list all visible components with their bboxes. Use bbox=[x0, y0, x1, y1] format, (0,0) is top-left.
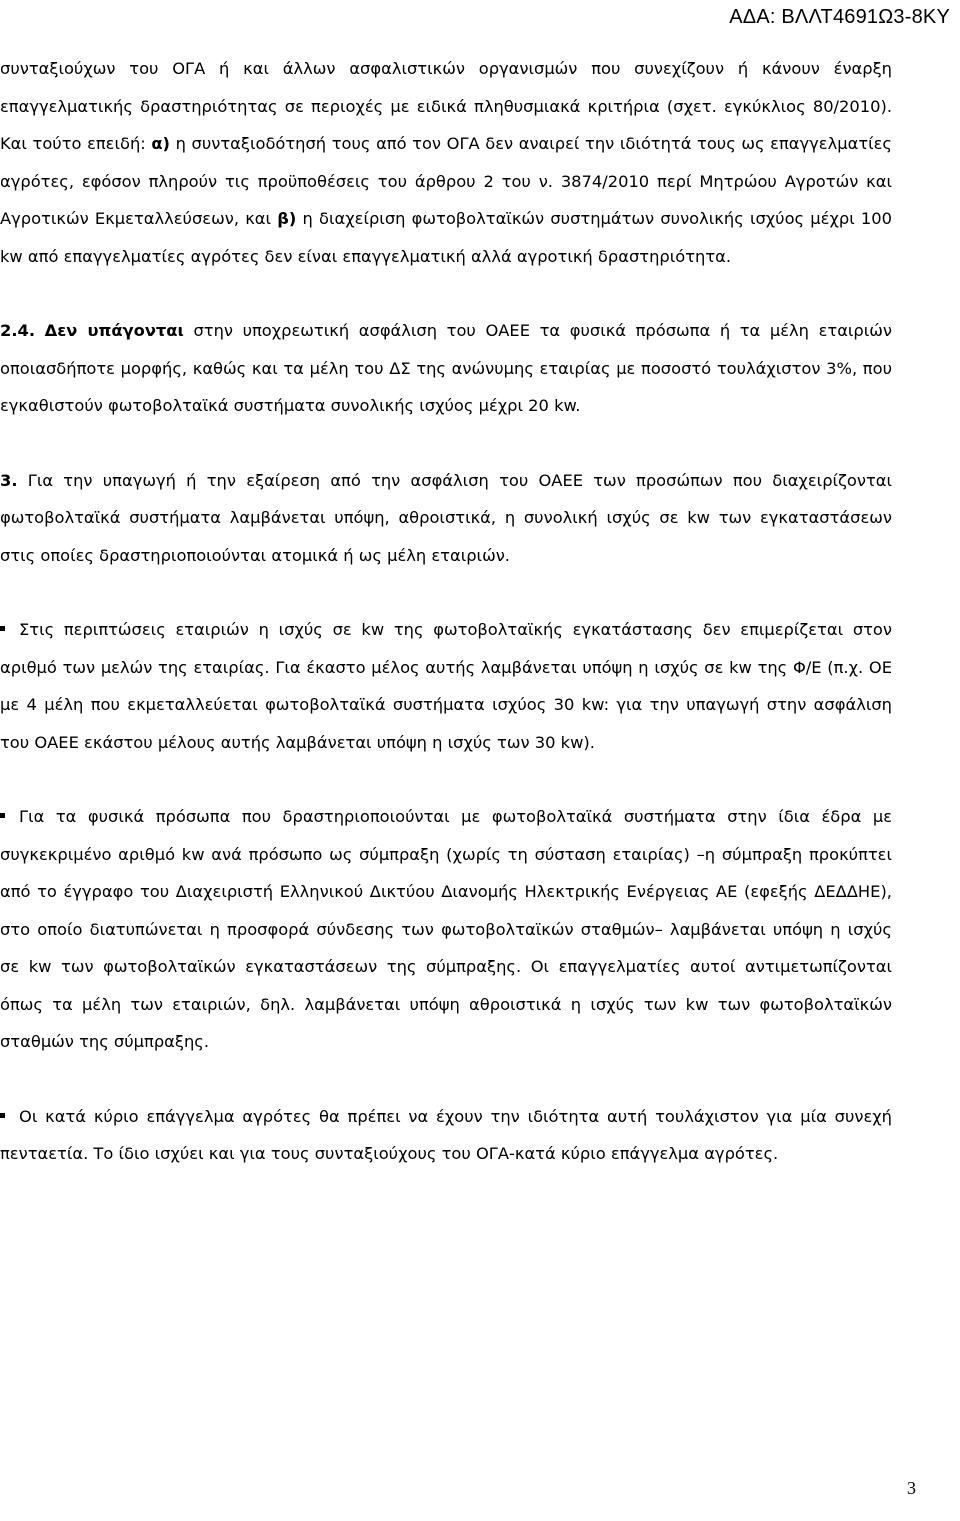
section-heading-bold: Δεν υπάγονται bbox=[44, 321, 184, 340]
item-label-a: α) bbox=[151, 134, 170, 153]
page-number: 3 bbox=[907, 1478, 916, 1498]
paragraph-text: στην υποχρεωτική ασφάλιση του ΟΑΕΕ τα φυσικά πρόσωπα ή τα μέλη εταιριών οποιασδήποτε μορφής, καθώς και τα μέλη του ΔΣ της ανώνυμης εταιρίας με ποσοστό τουλάχιστον 3%, που εγκαθιστούν φωτοβολταϊκά συστήματα συνολικής ισχύος μέχρι 20 kw. bbox=[0, 321, 893, 415]
bullet-item bbox=[0, 611, 892, 761]
document-id-header: ΑΔΑ: ΒΛΛΤ4691Ω3-8ΚΥ bbox=[729, 6, 950, 28]
item-label-b: β) bbox=[277, 209, 297, 228]
section-3 bbox=[0, 462, 892, 575]
bullet-text: Οι κατά κύριο επάγγελμα αγρότες θα πρέπει να έχουν την ιδιότητα αυτή τουλάχιστον για μία συνεχή πενταετία. Το ίδιο ισχύει και για τους συνταξιούχους του ΟΓΑ-κατά κύριο επάγγελμα αγρότες. bbox=[0, 1106, 892, 1163]
bullet-text: Για τα φυσικά πρόσωπα που δραστηριοποιούνται με φωτοβολταϊκά συστήματα στην ίδια έδρα με συγκεκριμένο αριθμό kw ανά πρόσωπο ως σύμπραξη (χωρίς τη σύσταση εταιρίας) –η σύμπραξη προκύπτει από το έγγραφο του Διαχειριστή Ελληνικού Δικτύου Διανομής Ηλεκτρικής Ενέργειας ΑΕ (εφεξής ΔΕΔΔΗΕ), στο οποίο διατυπώνεται η προσφορά σύνδεσης των φωτοβολταϊκών σταθμών– λαμβάνεται υπόψη η ισχύς σε kw των φωτοβολταϊκών εγκαταστάσεων της σύμπραξης. Οι επαγγελματίες αυτοί αντιμετωπίζονται όπως τα μέλη των εταιριών, δηλ. λαμβάνεται υπόψη αθροιστικά η ισχύς των kw των φωτοβολταϊκών σταθμών της σύμπραξης. bbox=[0, 807, 892, 1051]
section-number: 3. bbox=[0, 470, 18, 490]
section-number: 2.4. bbox=[0, 321, 36, 340]
bullet-item bbox=[0, 1098, 892, 1173]
paragraph-text: Για την υπαγωγή ή την εξαίρεση από την ασφάλιση του ΟΑΕΕ των προσώπων που διαχειρίζονται φωτοβολταϊκά συστήματα λαμβάνεται υπόψη, αθροιστικά, η συνολική ισχύς σε kw των εγκαταστάσεων στις οποίες δραστηριοποιούνται ατομικά ή ως μέλη εταιριών. bbox=[0, 470, 892, 565]
bullet-icon bbox=[0, 1113, 5, 1118]
bullet-icon bbox=[0, 813, 5, 818]
bullet-text: Στις περιπτώσεις εταιριών η ισχύς σε kw της φωτοβολταϊκής εγκατάστασης δεν επιμερίζεται στον αριθμό των μελών της εταιρίας. Για έκαστο μέλος αυτής λαμβάνεται υπόψη η ισχύς σε kw της Φ/Ε (π.χ. ΟΕ με 4 μέλη που εκμεταλλεύεται φωτοβολταϊκά συστήματα ισχύος 30 kw: για την υπαγωγή στην ασφάλιση του ΟΑΕΕ εκάστου μέλους αυτής λαμβάνεται υπόψη η ισχύς των 30 kw). bbox=[0, 620, 892, 752]
paragraph-text: συνταξιούχων του ΟΓΑ ή και άλλων ασφαλιστικών οργανισμών που συνεχίζουν ή κάνουν έναρξη επαγγελματικής δραστηριότητας σε περιοχές με ειδικά πληθυσμιακά κριτήρια (σχετ. εγκύκλιος 80/2010). Και τούτο επειδή: bbox=[0, 59, 892, 153]
section-2-4 bbox=[0, 312, 892, 425]
paragraph-text: η συνταξιοδότησή τους από τον ΟΓΑ δεν αναιρεί την ιδιότητά τους ως επαγγελματίες αγρότες, εφόσον πληρούν τις προϋποθέσεις του άρθρου 2 του ν. 3874/2010 περί Μητρώου Αγροτών και Αγροτικών Εκμεταλλεύσεων, και bbox=[0, 134, 892, 228]
paragraph-continuation bbox=[0, 50, 892, 275]
document-body bbox=[0, 50, 892, 1173]
bullet-icon bbox=[0, 626, 5, 631]
paragraph-text: η διαχείριση φωτοβολταϊκών συστημάτων συνολικής ισχύος μέχρι 100 kw από επαγγελματίες αγρότες δεν είναι επαγγελματική αλλά αγροτική δραστηριότητα. bbox=[0, 209, 892, 266]
bullet-item bbox=[0, 798, 892, 1061]
